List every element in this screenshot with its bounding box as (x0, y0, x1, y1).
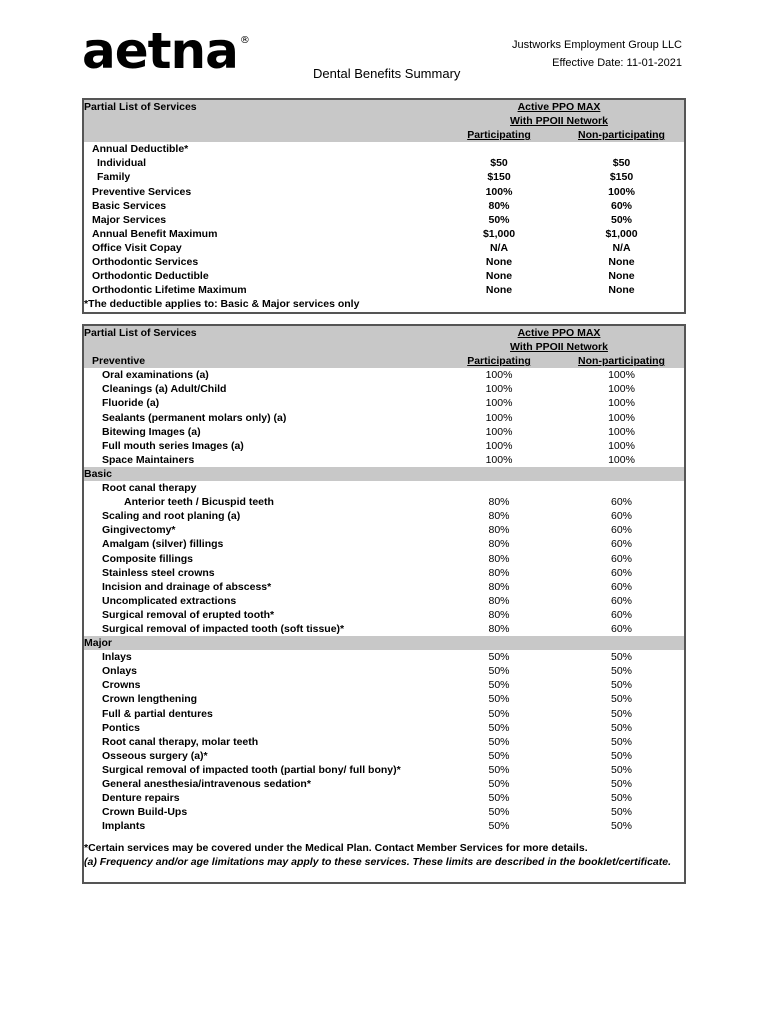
participating-value: 50% (488, 792, 510, 805)
participating-value: 80% (488, 538, 510, 551)
table-row (84, 749, 684, 763)
row-label: Surgical removal of erupted tooth* (102, 608, 275, 621)
table-row (84, 678, 684, 692)
participating-value: 50% (488, 778, 510, 790)
table-row (84, 664, 684, 678)
nonparticipating-value: 50% (610, 820, 632, 833)
row-label: Fluoride (a) (102, 397, 160, 410)
row-label: Orthodontic Lifetime Maximum (92, 284, 247, 297)
participating-value: 80% (488, 566, 510, 579)
nonparticipating-value: None (608, 256, 635, 269)
row-label: Individual (97, 157, 147, 170)
row-label: Stainless steel crowns (102, 566, 215, 579)
table-row (84, 142, 684, 156)
participating-value: 80% (488, 608, 510, 621)
table2-plan-line1: Active PPO MAX (517, 327, 601, 339)
nonparticipating-value: $150 (609, 171, 634, 184)
preventive-section-label: Preventive (92, 355, 146, 368)
table-row (84, 439, 684, 453)
participating-value: 50% (488, 693, 510, 706)
row-label: Basic Services (92, 199, 167, 212)
row-label: Orthodontic Services (92, 256, 199, 269)
nonparticipating-value: None (608, 270, 635, 283)
participating-value: 50% (488, 806, 510, 819)
row-label: Office Visit Copay (92, 241, 182, 254)
row-label: Gingivectomy* (102, 524, 176, 537)
table-row (84, 382, 684, 396)
nonparticipating-value: 50% (610, 763, 632, 776)
table-row (84, 170, 684, 184)
table2-col-participating: Participating (467, 355, 531, 368)
nonparticipating-value: 50% (610, 693, 632, 706)
table-row (84, 622, 684, 636)
participating-value: 100% (485, 383, 513, 396)
row-label: Composite fillings (102, 552, 194, 565)
row-label: Anterior teeth / Bicuspid teeth (124, 496, 274, 509)
table-row (84, 819, 684, 833)
row-label: Sealants (permanent molars only) (a) (102, 411, 287, 424)
row-label: Surgical removal of impacted tooth (partial bony/ full bony)* (102, 763, 401, 776)
participating-value: $1,000 (482, 227, 516, 240)
nonparticipating-value: 60% (610, 566, 632, 579)
participating-value: 80% (488, 524, 510, 537)
nonparticipating-value: N/A (612, 241, 631, 254)
table-row (84, 185, 684, 199)
nonparticipating-value: 100% (608, 185, 635, 198)
benefits-summary-table (82, 98, 686, 314)
participating-value: 80% (488, 594, 510, 607)
table-row (84, 580, 684, 594)
participating-value: 50% (488, 820, 510, 833)
table-row (84, 594, 684, 608)
table-row (84, 791, 684, 805)
row-label: Surgical removal of impacted tooth (soft tissue)* (102, 622, 345, 635)
participating-value: None (485, 270, 513, 283)
participating-value: 80% (488, 510, 510, 523)
row-label: Preventive Services (92, 185, 192, 198)
participating-value: 50% (488, 735, 510, 748)
table-row (84, 213, 684, 227)
row-label: Osseous surgery (a)* (102, 749, 208, 762)
table1-col-nonparticipating: Non-participating (578, 129, 665, 142)
participating-value: 80% (488, 552, 510, 565)
participating-value: 100% (485, 397, 513, 410)
participating-value: $150 (487, 171, 511, 184)
row-label: Major Services (92, 213, 167, 226)
medical-plan-note: *Certain services may be covered under the Medical Plan. Contact Member Services for more details. (84, 842, 588, 855)
nonparticipating-value: 50% (610, 735, 632, 748)
table-row (84, 735, 684, 749)
table-row (84, 495, 684, 509)
table-row (84, 777, 684, 791)
table-row (84, 396, 684, 410)
participating-value: 50% (488, 679, 510, 692)
aetna-logo: aetna ® (82, 22, 249, 80)
row-label: General anesthesia/intravenous sedation* (102, 778, 311, 790)
table-row (84, 805, 684, 819)
nonparticipating-value: 100% (608, 425, 635, 438)
row-label: Denture repairs (102, 792, 180, 805)
participating-value: $50 (490, 157, 508, 170)
table-row (84, 425, 684, 439)
nonparticipating-value: 50% (610, 792, 632, 805)
row-label: Full & partial dentures (102, 707, 213, 720)
row-label: Amalgam (silver) fillings (102, 538, 224, 551)
table-row (84, 283, 684, 297)
row-label: Pontics (102, 721, 140, 734)
row-label: Crown lengthening (102, 693, 198, 706)
row-label: Inlays (102, 651, 132, 664)
table2-plan-line2: With PPOII Network (510, 341, 608, 354)
participating-value: 50% (488, 763, 510, 776)
nonparticipating-value: 50% (610, 778, 632, 790)
nonparticipating-value: 50% (610, 665, 632, 678)
page-title: Dental Benefits Summary (313, 66, 461, 81)
root-canal-subheading: Root canal therapy (102, 482, 197, 495)
row-label: Annual Deductible* (92, 143, 189, 156)
table1-col-participating: Participating (467, 129, 531, 142)
nonparticipating-value: 60% (610, 199, 632, 212)
table-row (84, 608, 684, 622)
nonparticipating-value: 50% (610, 721, 632, 734)
row-label: Incision and drainage of abscess* (102, 580, 272, 593)
participating-value: 100% (485, 425, 513, 438)
participating-value: 80% (488, 622, 510, 635)
row-label: Root canal therapy, molar teeth (102, 735, 259, 748)
table-row (84, 241, 684, 255)
table1-plan-line2: With PPOII Network (510, 115, 608, 128)
table-row (84, 566, 684, 580)
company-name: Justworks Employment Group LLC (512, 39, 682, 51)
row-label: Crowns (102, 679, 141, 692)
participating-value: 100% (485, 439, 513, 452)
row-label: Family (97, 171, 131, 184)
table-row (84, 763, 684, 777)
services-table (82, 324, 686, 884)
participating-value: 100% (485, 453, 513, 466)
nonparticipating-value: 60% (610, 608, 632, 621)
participating-value: 50% (488, 721, 510, 734)
nonparticipating-value: 100% (608, 439, 635, 452)
nonparticipating-value: 50% (610, 707, 632, 720)
participating-value: 100% (485, 185, 513, 198)
table-row (84, 368, 684, 382)
row-label: Onlays (102, 665, 138, 678)
nonparticipating-value: 100% (608, 411, 635, 424)
table2-heading: Partial List of Services (84, 327, 197, 339)
participating-value: 80% (488, 496, 510, 509)
nonparticipating-value: 60% (610, 510, 632, 523)
nonparticipating-value: 60% (610, 524, 632, 537)
table-row (84, 537, 684, 551)
row-label: Full mouth series Images (a) (102, 439, 244, 452)
participating-value: 100% (485, 411, 513, 424)
table-row (84, 156, 684, 170)
nonparticipating-value: 60% (610, 580, 632, 593)
nonparticipating-value: None (608, 284, 635, 297)
participating-value: 50% (488, 651, 510, 664)
table-row (84, 453, 684, 467)
table-row (84, 692, 684, 706)
frequency-limit-note: (a) Frequency and/or age limitations may apply to these services. These limits are described in the booklet/certificate. (84, 856, 672, 869)
row-label: Crown Build-Ups (102, 806, 188, 819)
participating-value: 50% (488, 749, 510, 762)
basic-section-label: Basic (84, 467, 113, 480)
participating-value: None (485, 284, 513, 297)
nonparticipating-value: 60% (610, 622, 632, 635)
table-row (84, 411, 684, 425)
row-label: Orthodontic Deductible (92, 270, 209, 283)
table-row (84, 199, 684, 213)
nonparticipating-value: 60% (610, 538, 632, 551)
nonparticipating-value: 60% (610, 552, 632, 565)
nonparticipating-value: 50% (610, 806, 632, 819)
participating-value: 50% (488, 665, 510, 678)
table2-col-nonparticipating: Non-participating (578, 355, 665, 368)
row-label: Implants (102, 820, 146, 833)
table1-plan-line1: Active PPO MAX (517, 101, 601, 113)
table1-header (84, 100, 684, 142)
nonparticipating-value: 100% (608, 383, 635, 396)
table-row (84, 721, 684, 735)
participating-value: 80% (488, 580, 510, 593)
table-row (84, 552, 684, 566)
table-row (84, 227, 684, 241)
nonparticipating-value: 50% (610, 213, 632, 226)
nonparticipating-value: 50% (610, 679, 632, 692)
table1-heading: Partial List of Services (84, 101, 197, 113)
row-label: Annual Benefit Maximum (92, 227, 218, 240)
major-section-label: Major (84, 637, 113, 650)
nonparticipating-value: 50% (610, 651, 632, 664)
row-label: Oral examinations (a) (102, 369, 209, 382)
row-label: Bitewing Images (a) (102, 425, 201, 438)
nonparticipating-value: 100% (608, 453, 635, 466)
nonparticipating-value: $50 (612, 157, 631, 170)
table-row (84, 523, 684, 537)
row-label: Cleanings (a) Adult/Child (102, 383, 227, 396)
nonparticipating-value: 60% (610, 496, 632, 509)
table-row (84, 707, 684, 721)
nonparticipating-value: $1,000 (605, 227, 638, 240)
table-row (84, 255, 684, 269)
nonparticipating-value: 50% (610, 749, 632, 762)
participating-value: 100% (485, 369, 513, 382)
participating-value: N/A (489, 241, 509, 254)
table-row (84, 269, 684, 283)
table-row (84, 650, 684, 664)
table1-footnote: *The deductible applies to: Basic & Major services only (84, 298, 360, 311)
participating-value: 50% (488, 707, 510, 720)
row-label: Scaling and root planing (a) (102, 510, 241, 523)
participating-value: None (485, 256, 513, 269)
nonparticipating-value: 60% (610, 594, 632, 607)
nonparticipating-value: 100% (608, 369, 635, 382)
nonparticipating-value: 100% (608, 397, 635, 410)
table-row (84, 509, 684, 523)
table2-header (84, 326, 684, 368)
participating-value: 80% (488, 199, 510, 212)
company-info (512, 36, 682, 72)
row-label: Space Maintainers (102, 453, 195, 466)
participating-value: 50% (488, 213, 510, 226)
row-label: Uncomplicated extractions (102, 594, 237, 607)
effective-date: Effective Date: 11-01-2021 (552, 57, 682, 69)
